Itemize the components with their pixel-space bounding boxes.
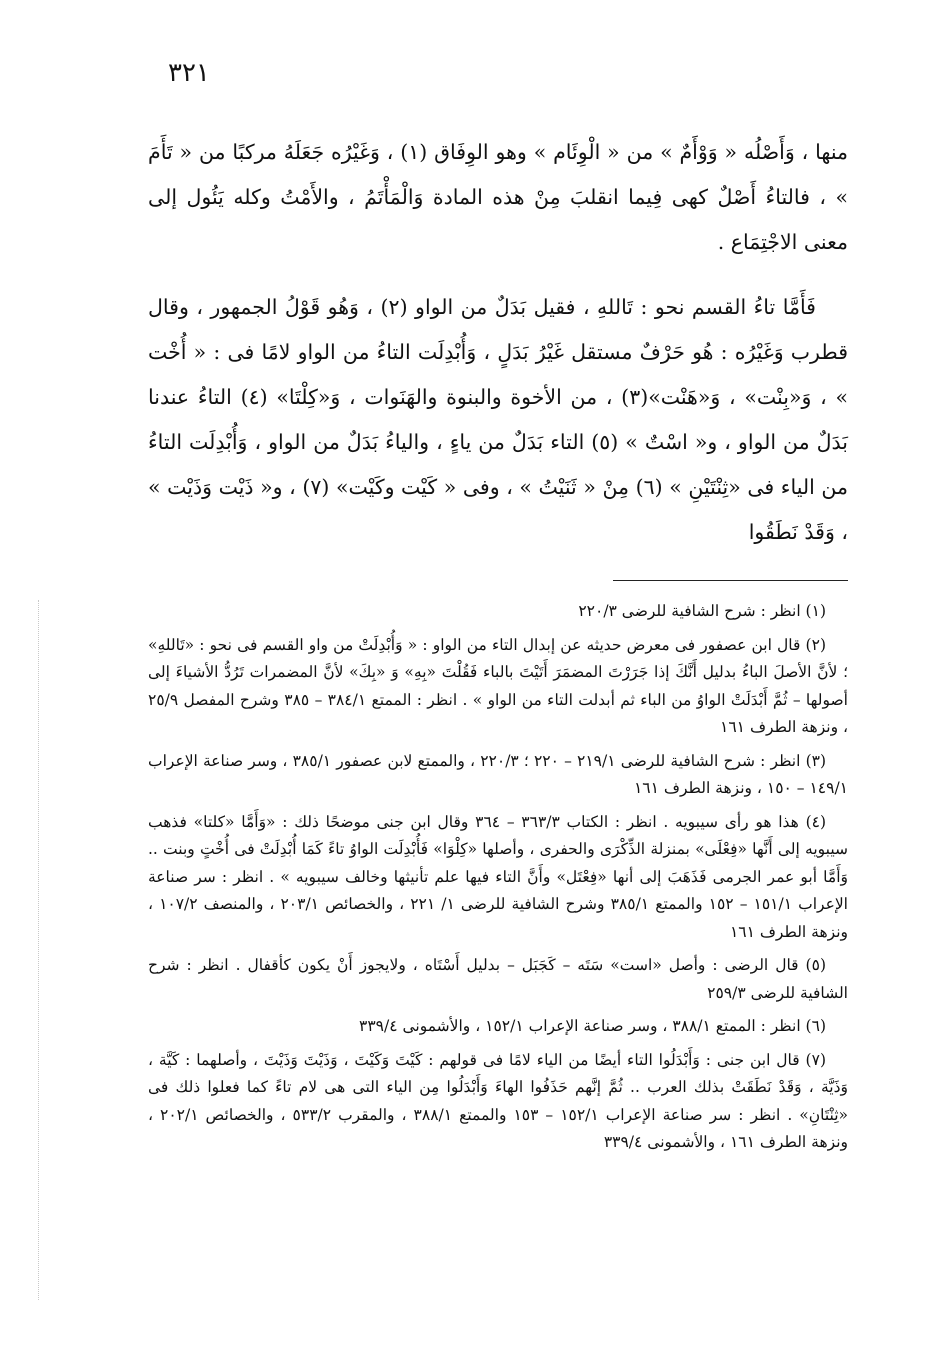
footnote-2: (٢) قال ابن عصفور فى معرض حديثه عن إبدال التاء من الواو : « وَأُبْدِلَتْ من واو القسم فى نحو : «تَاللهِ» ؛ لأنَّ الأصلَ الباءُ بدليل أَنَّكَ إذا جَرَرْتَ المضمَرَ أَتَيْتَ بالباء فَقُلْتَ «بِهِ» وَ «بِكَ» لأنَّ المضمرات تَرُدُّ الأشياءَ إلى أصولها – ثُمَّ أَبْدَلَتْ الواوُ من الباء ثم أبدلت التاء من الواو » . انظر : الممتع ٣٨٤/١ – ٣٨٥ وشرح المفصل ٢٥/٩ ، ونزهة الطرف ١٦١ [148, 635, 848, 736]
footnote-6: (٦) انظر : الممتع ٣٨٨/١ ، وسر صناعة الإعراب ١٥٢/١ ، والأشمونى ٣٣٩/٤ [359, 1017, 826, 1035]
scan-margin-line [38, 600, 40, 1300]
page-number: ٣٢١ [168, 58, 210, 88]
footnotes [148, 598, 848, 1163]
main-text [148, 130, 848, 575]
footnote-7: (٧) قال ابن جنى : وَأَبْدَلُوا التاء أيضًا من الياء لامًا فى قولهم : كَيْتَ وَكَيْتَ ، وَذَيْتَ وَذَيْتَ ، وأصلهما : كَيَّة ، وَذَيَّة ، وَقَدْ نَطَقَتْ بذلك العرب .. ثُمَّ إنَّهم حَذَفُوا الهاءَ وَأَبْدَلُوا مِن الياء التى هى لام تاءً كما فعلوا ذلك فى «ثِنْتَانِ» . انظر : سر صناعة الإعراب ١٥٢/١ – ١٥٣ والممتع ٣٨٨/١ ، والمقرب ٥٣٣/٢ ، والخصائص ٢٠٢/١ ، ونزهة الطرف ١٦١ ، والأشمونى ٣٣٩/٤ [148, 1050, 848, 1151]
footnote-1: (١) انظر : شرح الشافية للرضى ٢٢٠/٣ [578, 602, 826, 620]
body-paragraph-1: منها ، وَأَصْلُه « وَوْأَمٌ » من « الْوِئَام » وهو الوِفَاق (١) ، وَغَيْرُه جَعَلَهُ مركبًا من « تَأَمَ » ، فالتاءُ أَصْلٌ كهى فِيما انقلبَ مِنْ هذه المادة وَالْمَأْتَمُ ، والأَمْتُ وكله يَئُول إلى معنى الاجْتِمَاع . [148, 140, 849, 254]
footnote-3: (٣) انظر : شرح الشافية للرضى ٢١٩/١ – ٢٢٠ ؛ ٢٢٠/٣ ، والممتع لابن عصفور ٣٨٥/١ ، وسر صناعة الإعراب ١٤٩/١ – ١٥٠ ، ونزهة الطرف ١٦١ [148, 751, 848, 797]
body-paragraph-2: فَأَمَّا تاءُ القسم نحو : تَاللهِ ، فقيل بَدَلٌ من الواو (٢) ، وَهُو قَوْلُ الجمهور ، وقال قطرب وَغَيْرُه : هُو حَرْفٌ مستقل غَيْرُ بَدَلٍ ، وَأُبْدِلَت التاءُ من الواو لامًا فى : « أُخْت » ، وَ«بِنْت» ، وَ«هَنْت»(٣) ، من الأخوة والبنوة والهَنَوات ، وَ«كِلْتَا» (٤) التاءُ عندنا بَدَلٌ من الواو ، و« اسْتٌ » (٥) التاء بَدَلٌ من ياءٍ ، والياءُ بَدَلٌ من الواو ، وَأُبْدِلَت التاءُ من الياء فى «ثِنْتَيْنِ » (٦) مِنْ « ثَنَيْتُ » ، وفى « كَيْت وكَيْت» (٧) ، و« ذَيْت وَذَيْت » ، وَقَدْ نَطَقُوا [148, 295, 848, 544]
footnote-5: (٥) قال الرضى : وأصل «است» سَتَه – كَجَبَل – بدليل أَسْتَاه ، ولايجوز أَنْ يكون كأقفال . انظر : شرح الشافية للرضى ٢٥٩/٣ [148, 956, 848, 1002]
footnote-separator [613, 580, 848, 581]
footnote-4: (٤) هذا هو رأى سيبويه . انظر : الكتاب ٣٦٣/٣ – ٣٦٤ وقال ابن جنى موضحًا ذلك : «وَأَمَّا «كلتا» فذهب سيبويه إلى أَنَّها «فِعْلَى» بمنزلة الذِّكْرَى والحفرى ، وأصلها «كِلْوَا» فَأُبْدِلَت الواوُ تاءً كَمَا أُبْدِلَتْ فى أُخْتٍ وبنت .. وَأَمَّا أبو عمر الجرمى فَذَهَبَ إلى أنها «فِعْتَل» وأَنَّ التاء فيها علم تأنيثها وخالف سيبويه » . انظر : سر صناعة الإعراب ١٥١/١ – ١٥٢ والممتع ٣٨٥/١ وشرح الشافية للرضى ١/ ٢٢١ ، والخصائص ٢٠٣/١ ، والمنصف ١٠٧/٢ ، ونزهة الطرف ١٦١ [148, 812, 848, 941]
